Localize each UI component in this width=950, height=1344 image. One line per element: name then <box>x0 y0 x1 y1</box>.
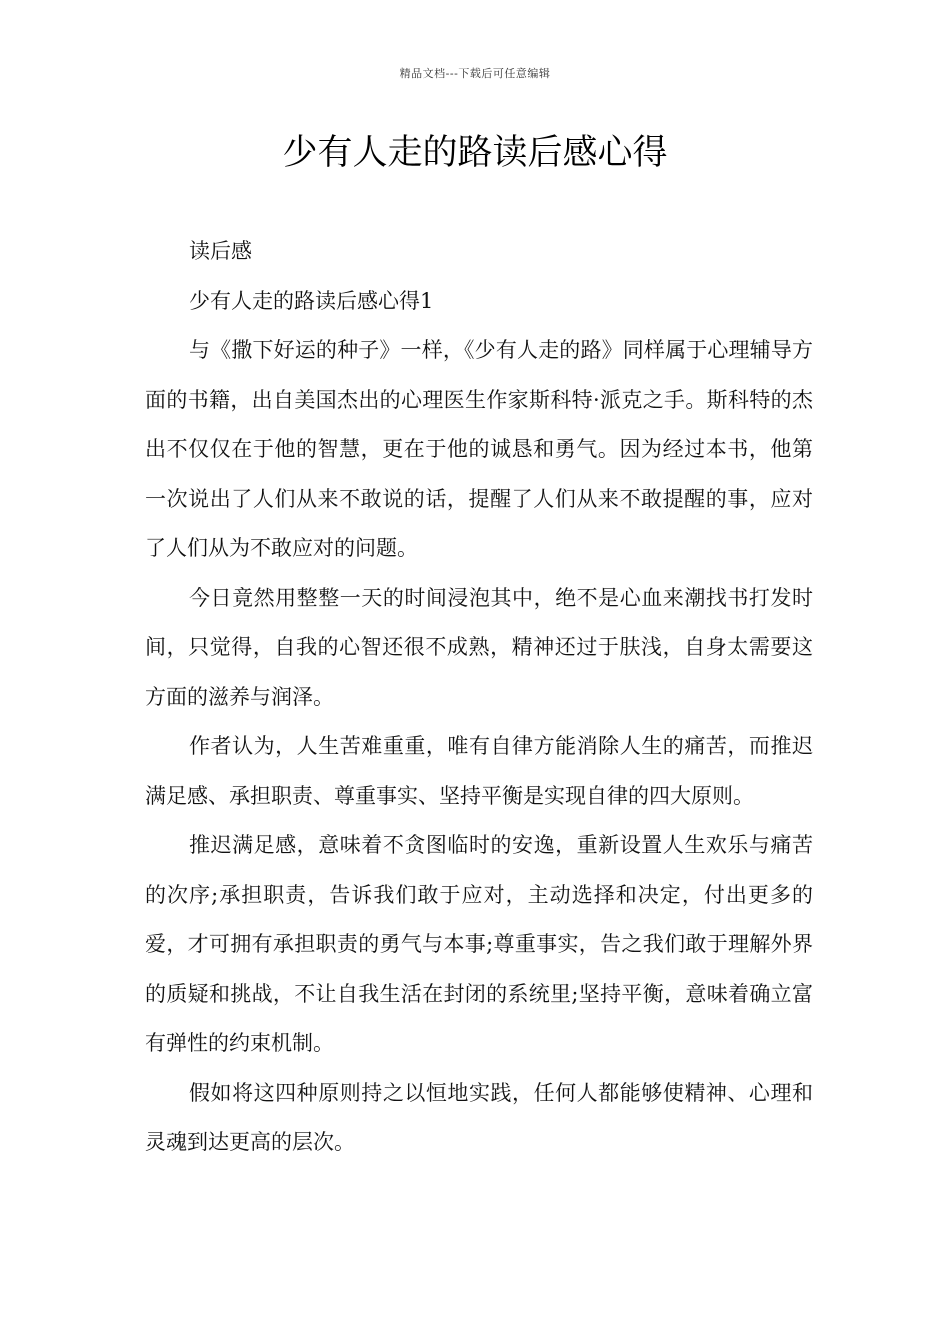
paragraph: 今日竟然用整整一天的时间浸泡其中，绝不是心血来潮找书打发时间，只觉得，自我的心智还很不成熟，精神还过于肤浅，自身太需要这方面的滋养与润泽。 <box>145 585 813 709</box>
document-title: 少有人走的路读后感心得 <box>282 133 668 173</box>
paragraph: 推迟满足感，意味着不贪图临时的安逸，重新设置人生欢乐与痛苦的次序;承担职责，告诉我们敢于应对，主动选择和决定，付出更多的爱，才可拥有承担职责的勇气与本事;尊重事实，告之我们敢于理解外界的质疑和挑战，不让自我生活在封闭的系统里;坚持平衡，意味着确立富有弹性的约束机制。 <box>145 833 813 1055</box>
paragraph: 读后感 <box>189 239 252 263</box>
paragraph: 与《撒下好运的种子》一样，《少有人走的路》同样属于心理辅导方面的书籍，出自美国杰出的心理医生作家斯科特·派克之手。斯科特的杰出不仅仅在于他的智慧，更在于他的诚恳和勇气。因为经过本书，他第一次说出了人们从来不敢说的话，提醒了人们从来不敢提醒的事，应对了人们从为不敢应对的问题。 <box>145 338 813 560</box>
document-body <box>145 227 813 1168</box>
paragraph: 假如将这四种原则持之以恒地实践，任何人都能够使精神、心理和灵魂到达更高的层次。 <box>145 1080 813 1154</box>
paragraph: 作者认为，人生苦难重重，唯有自律方能消除人生的痛苦，而推迟满足感、承担职责、尊重事实、坚持平衡是实现自律的四大原则。 <box>145 734 813 808</box>
paragraph: 少有人走的路读后感心得1 <box>189 288 434 313</box>
header-note: 精品文档---下载后可任意编辑 <box>399 67 551 80</box>
